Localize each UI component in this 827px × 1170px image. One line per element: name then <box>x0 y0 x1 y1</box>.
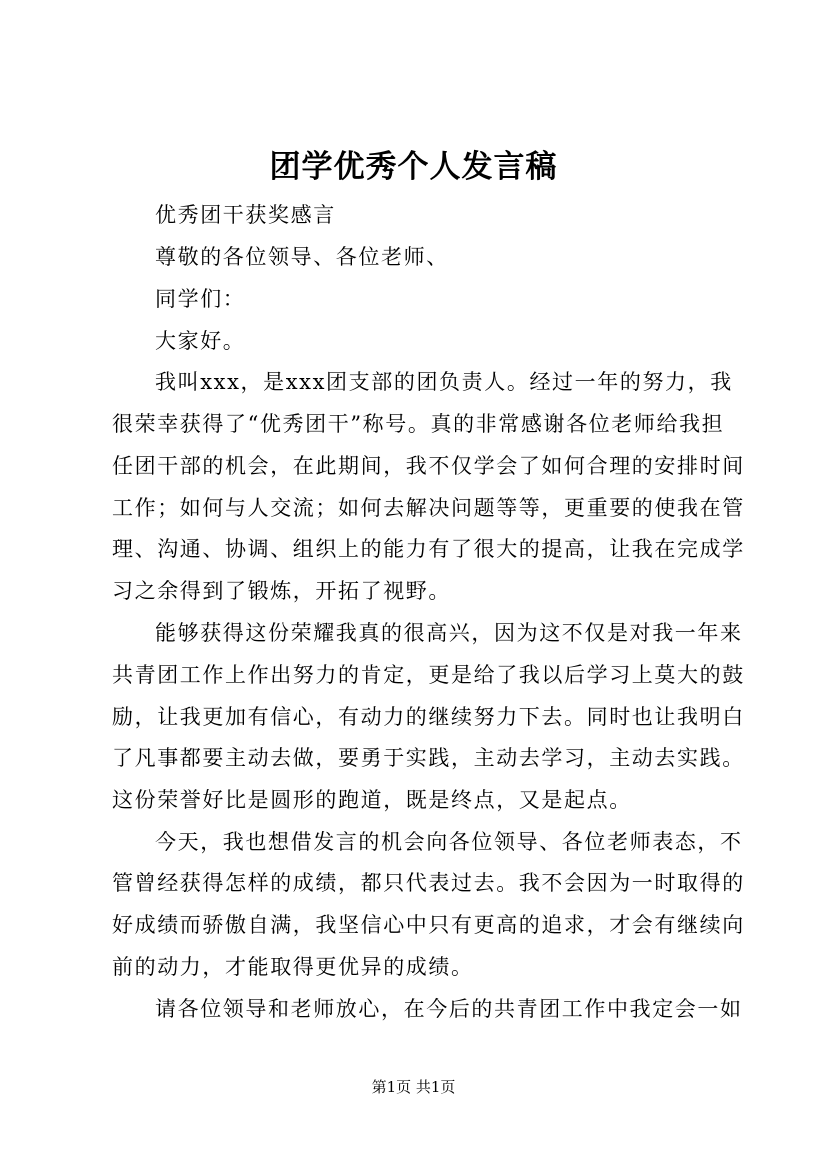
paragraph-line: 了凡事都要主动去做，要勇于实践，主动去学习，主动去实践。 <box>112 746 745 770</box>
paragraph-line: 习之余得到了锻炼，开拓了视野。 <box>112 579 451 603</box>
document-title: 团学优秀个人发言稿 <box>269 149 558 185</box>
paragraph-line: 前的动力，才能取得更优异的成绩。 <box>112 955 474 979</box>
paragraph-line: 请各位领导和老师放心，在今后的共青团工作中我定会一如 <box>155 997 743 1021</box>
paragraph-line: 理、沟通、协调、组织上的能力有了很大的提高，让我在完成学 <box>112 537 745 561</box>
paragraph-line: 励，让我更加有信心，有动力的继续努力下去。同时也让我明白 <box>112 705 745 729</box>
paragraph-line: 任团干部的机会，在此期间，我不仅学会了如何合理的安排时间 <box>112 454 745 478</box>
paragraph-line: 很荣幸获得了“优秀团干”称号。真的非常感谢各位老师给我担 <box>112 412 725 436</box>
paragraph-line: 能够获得这份荣耀我真的很高兴，因为这不仅是对我一年来 <box>155 621 743 645</box>
paragraph-line: 工作；如何与人交流；如何去解决问题等等，更重要的使我在管 <box>112 496 745 520</box>
paragraph-line: 今天，我也想借发言的机会向各位领导、各位老师表态，不 <box>155 830 743 854</box>
paragraph-line: 我叫xxx，是xxx团支部的团负责人。经过一年的努力，我 <box>155 370 733 394</box>
paragraph-line: 好成绩而骄傲自满，我坚信心中只有更高的追求，才会有继续向 <box>112 913 745 937</box>
paragraph-line: 共青团工作上作出努力的肯定，更是给了我以后学习上莫大的鼓 <box>112 663 745 687</box>
paragraph-line: 同学们： <box>155 287 246 311</box>
paragraph-line: 大家好。 <box>155 329 246 353</box>
paragraph-line: 这份荣誉好比是圆形的跑道，既是终点，又是起点。 <box>112 788 632 812</box>
paragraph-line: 尊敬的各位领导、各位老师、 <box>155 245 449 269</box>
paragraph-line: 优秀团干获奖感言 <box>155 203 336 227</box>
page-number-footer: 第1页 共1页 <box>371 1078 456 1096</box>
paragraph-line: 管曾经获得怎样的成绩，都只代表过去。我不会因为一时取得的 <box>112 871 745 895</box>
